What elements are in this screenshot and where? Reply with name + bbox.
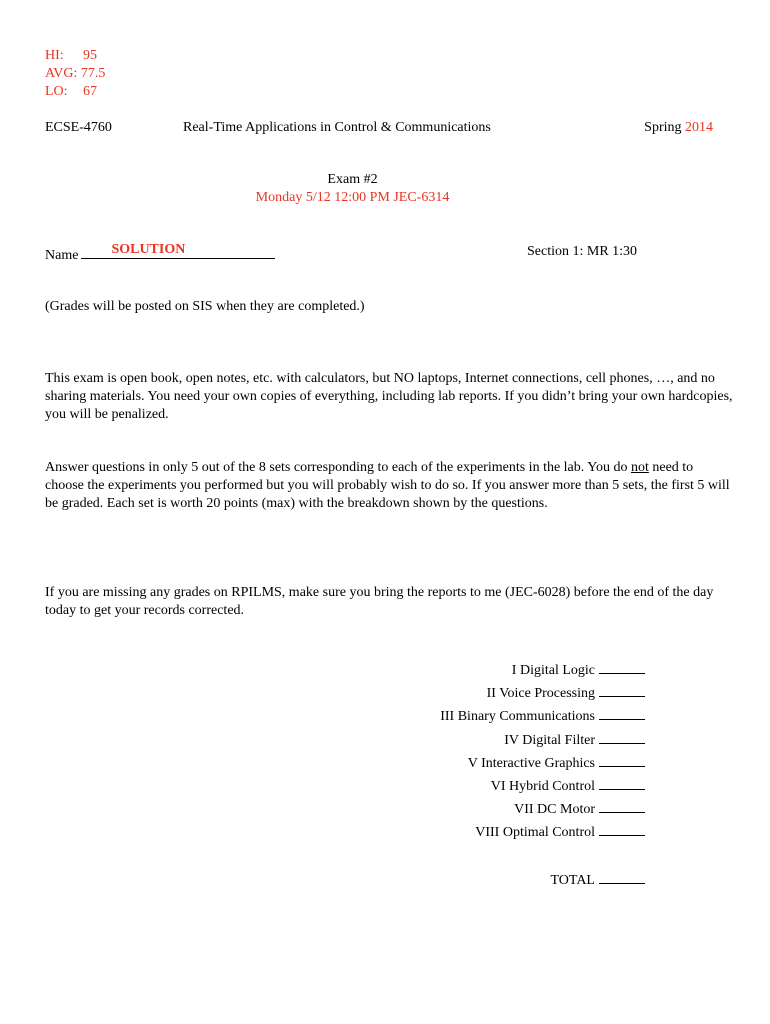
score-blank [599,776,645,790]
score-set-label: VIII Optimal Control [475,825,595,841]
name-value: SOLUTION [111,242,186,257]
term [644,119,713,137]
score-blank [599,799,645,813]
exam-rules-paragraph: This exam is open book, open notes, etc. with calculators, but NO laptops, Internet connections, cell phones, …, and no sharing materials. You need your own copies of everything, including lab reports. If you didn’t bring your own hardcopies, you will be penalized. [45,371,733,422]
score-row [440,753,645,776]
total-label: TOTAL [550,873,595,888]
term-year: 2014 [685,120,713,135]
score-blank [599,683,645,697]
answer-instructions-paragraph [45,459,735,513]
stat-lo-label: LO: [45,84,68,99]
score-set-label: I Digital Logic [511,663,595,678]
term-season: Spring [644,120,682,135]
stat-lo-value: 67 [83,84,97,99]
score-row [440,660,645,683]
course-code: ECSE-4760 [45,120,112,135]
score-row [440,776,645,799]
score-row [440,706,645,729]
name-blank-line [81,243,275,259]
score-set-label: II Voice Processing [486,686,595,702]
score-set-label: VII DC Motor [514,802,595,818]
exam-schedule: Monday 5/12 12:00 PM JEC-6314 [255,190,450,205]
name-field [45,243,275,265]
score-set-label: V Interactive Graphics [467,755,595,771]
stat-avg [45,65,105,83]
answer-emphasis: not [630,460,649,475]
stat-hi [45,47,105,65]
grades-note: (Grades will be posted on SIS when they are completed.) [45,299,365,314]
name-label: Name [45,248,79,263]
section-info: Section 1: MR 1:30 [527,244,638,259]
answer-text-part1: Answer questions in only 5 out of the 8 sets corresponding to each of the experiments in the lab. You do [45,460,631,475]
score-set-label: VI Hybrid Control [490,778,595,794]
course-title: Real-Time Applications in Control & Communications [183,120,491,135]
score-row [440,683,645,706]
score-set-label: III Binary Communications [440,709,595,725]
total-blank [599,870,645,884]
score-row [440,822,645,845]
score-sheet [440,660,645,846]
score-row [440,730,645,753]
exam-title: Exam #2 [327,172,378,187]
total-row [550,870,645,890]
grade-statistics [45,47,105,101]
score-blank [599,730,645,744]
answer-text-part2: need to choose the experiments you performed but you will probably wish to do so. If you answer more than 5 sets, the first 5 will be graded. Each set is worth 20 points (max) with the breakdown shown by the questions. [45,460,730,511]
score-blank [599,660,645,674]
stat-hi-value: 95 [83,48,97,63]
score-row [440,799,645,822]
missing-grades-paragraph: If you are missing any grades on RPILMS, make sure you bring the reports to me (JEC-6028) before the end of the day today to get your records corrected. [45,585,714,618]
stat-hi-label: HI: [45,48,64,63]
score-blank [599,706,645,720]
stat-avg-value: 77.5 [80,66,106,81]
stat-avg-label: AVG: [45,66,78,81]
score-set-label: IV Digital Filter [504,732,595,748]
score-blank [599,822,645,836]
stat-lo [45,83,105,101]
score-blank [599,753,645,767]
